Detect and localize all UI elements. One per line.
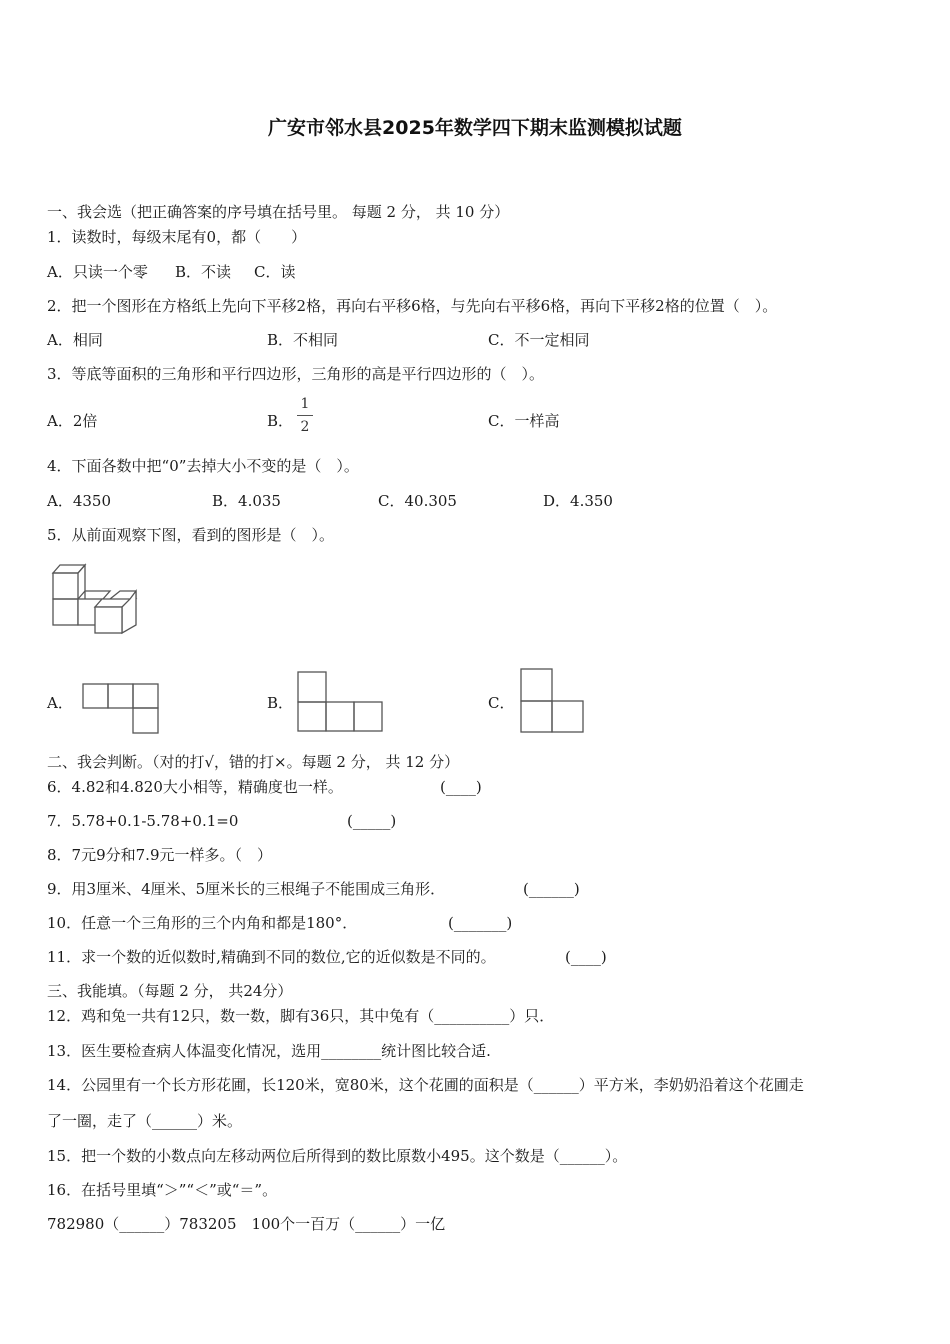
question-1: 1．读数时，每级末尾有0，都（ ） (47, 228, 307, 246)
q11-answer-blank[interactable]: (____) (565, 948, 607, 966)
q4-option-d[interactable]: D．4.350 (543, 492, 613, 510)
q1-option-b[interactable]: B．不读 (175, 263, 232, 281)
q3-option-c[interactable]: C．一样高 (488, 412, 560, 430)
q4-option-c[interactable]: C．40.305 (378, 492, 457, 510)
question-11: 11．求一个数的近似数时,精确到不同的数位,它的近似数是不同的。 (47, 948, 496, 966)
q5-option-b-figure (297, 671, 385, 733)
q1-option-a[interactable]: A．只读一个零 (47, 263, 148, 281)
question-15: 15．把一个数的小数点向左移动两位后所得到的数比原数小495。这个数是（______）。 (47, 1147, 628, 1165)
fraction-bar (297, 415, 313, 416)
q5-option-c[interactable]: C． (488, 694, 515, 712)
question-8: 8．7元9分和7.9元一样多。（ ） (47, 846, 272, 864)
page-title: 广安市邻水县2025年数学四下期末监测模拟试题 (268, 117, 682, 139)
fraction-denominator: 2 (300, 419, 310, 435)
q2-option-c[interactable]: C．不一定相同 (488, 331, 590, 349)
section1-header: 一、我会选（把正确答案的序号填在括号里。 每题 2 分， 共 10 分） (47, 203, 510, 221)
q3-option-b[interactable]: B． (267, 412, 294, 430)
cube-figure (50, 563, 140, 635)
q10-answer-blank[interactable]: (_______) (448, 914, 513, 932)
fraction-numerator: 1 (300, 396, 310, 412)
section2-header: 二、我会判断。（对的打√，错的打×。每题 2 分， 共 12 分） (47, 753, 460, 771)
q3-option-a[interactable]: A．2倍 (47, 412, 98, 430)
section3-header: 三、我能填。（每题 2 分， 共24分） (47, 982, 293, 1000)
q7-answer-blank[interactable]: (_____) (347, 812, 397, 830)
q1-option-c[interactable]: C．读 (254, 263, 296, 281)
q5-option-c-figure (520, 668, 586, 734)
question-14-line1: 14．公园里有一个长方形花圃，长120米，宽80米，这个花圃的面积是（______）平方米，李奶奶沿着这个花圃走 (47, 1076, 804, 1094)
question-13: 13．医生要检查病人体温变化情况，选用________统计图比较合适. (47, 1042, 491, 1060)
q2-option-b[interactable]: B．不相同 (267, 331, 339, 349)
question-3: 3．等底等面积的三角形和平行四边形，三角形的高是平行四边形的（ ）。 (47, 365, 545, 383)
question-16-items: 782980（______）783205 100个一百万（______）一亿 (47, 1215, 446, 1233)
q4-option-b[interactable]: B．4.035 (212, 492, 281, 510)
q2-option-a[interactable]: A．相同 (47, 331, 103, 349)
question-6: 6．4.82和4.820大小相等，精确度也一样。 (47, 778, 343, 796)
q3-fraction (297, 396, 313, 435)
question-12: 12．鸡和兔一共有12只，数一数，脚有36只，其中兔有（__________）只． (47, 1007, 555, 1025)
question-5: 5．从前面观察下图，看到的图形是（ ）。 (47, 526, 335, 544)
question-7: 7．5.78+0.1-5.78+0.1=0 (47, 812, 239, 830)
question-16: 16．在括号里填“＞”“＜”或“＝”。 (47, 1181, 278, 1199)
question-2: 2．把一个图形在方格纸上先向下平移2格，再向右平移6格，与先向右平移6格，再向下平移2格的位置（ ）。 (47, 297, 778, 315)
q4-option-a[interactable]: A．4350 (47, 492, 112, 510)
question-14-line2: 了一圈，走了（______）米。 (47, 1112, 243, 1130)
q6-answer-blank[interactable]: (____) (440, 778, 482, 796)
q5-option-a-figure (82, 683, 160, 735)
question-10: 10．任意一个三角形的三个内角和都是180°． (47, 914, 358, 932)
question-9: 9．用3厘米、4厘米、5厘米长的三根绳子不能围成三角形． (47, 880, 446, 898)
q9-answer-blank[interactable]: (______) (523, 880, 580, 898)
q5-option-a[interactable]: A． (47, 694, 73, 712)
question-4: 4．下面各数中把“0”去掉大小不变的是（ ）。 (47, 457, 359, 475)
q5-option-b[interactable]: B． (267, 694, 294, 712)
